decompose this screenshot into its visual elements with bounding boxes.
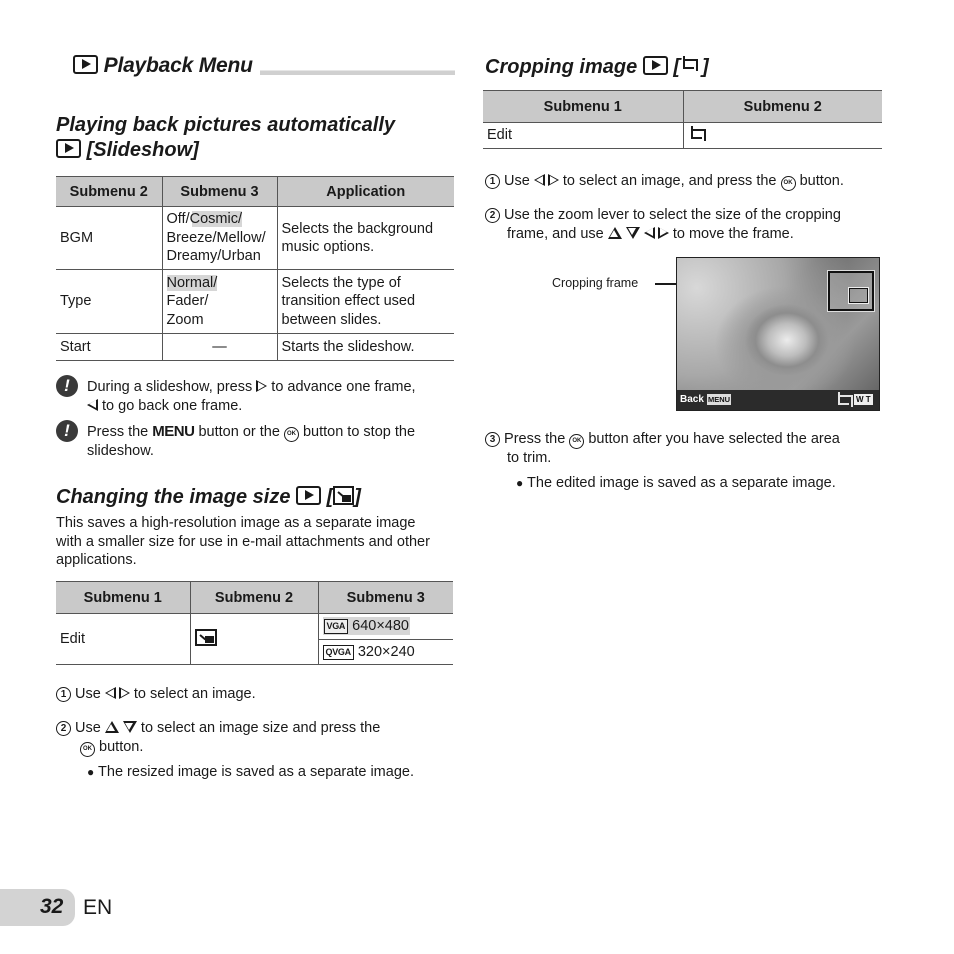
bullet-icon: ● [516, 476, 524, 490]
table-header: Application [277, 177, 454, 207]
cell-submenu2 [190, 614, 318, 665]
resize-heading [56, 485, 361, 510]
crop-icon [688, 126, 706, 141]
resize-icon [195, 629, 217, 646]
up-arrow-icon [608, 227, 622, 239]
cell-application [277, 207, 454, 270]
intro-line: with a smaller size for use in e-mail attachments and other [56, 533, 430, 550]
cell-submenu3: — [162, 334, 277, 361]
crop-area [849, 288, 868, 303]
intro-line: This saves a high-resolution image as a separate image [56, 515, 416, 531]
resize-icon [333, 486, 354, 505]
cell-qvga [318, 640, 453, 665]
bracket-open: [ [673, 56, 681, 78]
screen-crop-icon [835, 392, 853, 407]
caution-icon: ! [56, 375, 78, 397]
step-number: 1 [56, 687, 71, 702]
ok-button-icon: OK [781, 176, 796, 191]
screen-back-label: Back [680, 394, 704, 405]
note-text: Press the [87, 424, 149, 440]
cell-submenu1: Edit [56, 614, 190, 665]
table-header: Submenu 2 [56, 177, 162, 207]
intro-line: applications. [56, 552, 137, 568]
screen-zoom-wt-icon: W T [856, 395, 871, 404]
cell-application [277, 270, 454, 334]
cropping-title: Cropping image [485, 56, 638, 78]
note-slideshow-navigation [87, 378, 457, 415]
step-text: frame, and use [507, 225, 604, 242]
slideshow-title-line2-wrap [56, 138, 456, 163]
cell-line: Fader/ [166, 293, 209, 310]
crop-step-1 [485, 172, 844, 191]
bracket-open: [ [326, 486, 334, 508]
page-number: 32 [40, 895, 64, 918]
type-option-normal: Normal/ [166, 274, 218, 291]
ok-button-icon: OK [569, 434, 584, 449]
bullet-icon: ● [87, 765, 95, 779]
step-text: button after you have selected the area [588, 431, 840, 447]
playback-icon [296, 486, 321, 505]
left-arrow-icon [87, 399, 98, 411]
menu-button-label: MENU [152, 423, 195, 440]
step-continuation: to trim. [507, 450, 552, 466]
right-arrow-icon [658, 227, 669, 239]
cell-line [167, 210, 273, 229]
note-text: slideshow. [87, 443, 154, 459]
resize-bullet [87, 763, 414, 782]
cell-line [167, 274, 273, 293]
resize-table [56, 581, 453, 665]
cell-vga [318, 614, 453, 640]
qvga-icon: QVGA [323, 645, 354, 660]
cell-line: Selects the background [281, 220, 434, 237]
bracket-close: ] [702, 56, 709, 78]
step-text: to move the frame. [672, 225, 794, 242]
step-text: Use [75, 686, 101, 702]
step-text: Use the zoom lever to select the size of the cropping [504, 207, 841, 223]
cell-submenu2: BGM [56, 207, 162, 270]
table-row [56, 270, 454, 334]
table-row [483, 123, 882, 149]
table-header: Submenu 2 [683, 91, 882, 123]
note-text: button to stop the [302, 424, 416, 440]
step-continuation [485, 225, 885, 244]
down-arrow-icon [123, 721, 137, 733]
cell-line: music options. [281, 239, 375, 255]
vga-icon: VGA [324, 619, 349, 634]
right-arrow-icon [119, 687, 130, 699]
step-number: 1 [485, 174, 500, 189]
table-row [56, 207, 454, 270]
note-text: to go back one frame. [102, 397, 243, 414]
step-text: to select an image. [133, 686, 256, 702]
note-text: button or the [198, 424, 280, 440]
bracket-close: ] [354, 486, 361, 508]
ok-button-icon: OK [80, 742, 95, 757]
cell-submenu3 [162, 270, 277, 334]
screen-status-bar [677, 390, 879, 410]
crop-step-2 [485, 206, 885, 243]
cropping-heading [485, 55, 709, 80]
playback-icon [643, 56, 668, 75]
down-arrow-icon [626, 227, 640, 239]
step-text: button. [799, 173, 844, 189]
size-value: 640×480 [352, 618, 409, 635]
camera-screen-preview [676, 257, 880, 411]
crop-icon [680, 56, 702, 74]
cell-submenu3 [162, 207, 277, 270]
playback-icon [56, 139, 81, 158]
resize-intro [56, 514, 456, 570]
step-text: Use [504, 173, 530, 189]
cell-line: Dreamy/Urban [166, 248, 261, 265]
resize-step-1 [56, 685, 256, 704]
cell-application: Starts the slideshow. [277, 334, 454, 361]
vga-option [323, 617, 411, 635]
table-header: Submenu 1 [56, 582, 190, 614]
slideshow-table [56, 176, 454, 361]
step-text: to select an image, and press the [562, 173, 777, 189]
table-header: Submenu 3 [162, 177, 277, 207]
step-continuation [56, 738, 456, 757]
cell-line: Zoom [166, 311, 204, 328]
step-text: to select an image size and press the [140, 720, 381, 736]
resize-step-2 [56, 719, 456, 757]
playback-menu-heading [73, 54, 253, 78]
crop-step-3 [485, 430, 885, 468]
ok-button-icon: OK [284, 427, 299, 442]
step-text: button. [99, 738, 144, 755]
title-rule [260, 70, 455, 75]
cell-submenu2 [683, 123, 882, 149]
cell-line: between slides. [281, 311, 382, 328]
right-arrow-icon [256, 380, 267, 392]
step-number: 2 [485, 208, 500, 223]
note-text: to advance one frame, [271, 379, 416, 395]
right-arrow-icon [548, 174, 559, 186]
bullet-text: The edited image is saved as a separate image. [527, 475, 836, 491]
note-text: During a slideshow, press [87, 379, 253, 395]
table-header: Submenu 3 [318, 582, 453, 614]
cell-line: Selects the type of [281, 274, 401, 291]
left-arrow-icon [105, 687, 116, 699]
cropping-frame [828, 271, 874, 311]
cropping-table [483, 90, 882, 149]
step-text: Press the [504, 431, 566, 447]
bullet-text: The resized image is saved as a separate image. [98, 764, 414, 780]
cell-line: transition effect used [281, 293, 416, 310]
crop-bullet [516, 474, 836, 493]
table-header: Submenu 1 [483, 91, 683, 123]
playback-menu-title: Playback Menu [103, 54, 253, 77]
cell-submenu1: Edit [483, 123, 683, 149]
table-row [56, 334, 454, 361]
cropping-frame-label: Cropping frame [552, 276, 639, 290]
slideshow-title-line2: [Slideshow] [86, 139, 199, 161]
slideshow-title-line1: Playing back pictures automatically [56, 114, 396, 136]
page-number-tab [0, 889, 75, 926]
step-number: 3 [485, 432, 500, 447]
cell-submenu2: Type [56, 270, 162, 334]
bgm-option-off-cosmic: Off/Cosmic/ [166, 211, 242, 228]
caution-icon: ! [56, 420, 78, 442]
table-header: Submenu 2 [190, 582, 318, 614]
left-arrow-icon [644, 227, 655, 239]
table-row [56, 614, 453, 640]
step-number: 2 [56, 721, 71, 736]
up-arrow-icon [105, 721, 119, 733]
slideshow-heading [56, 113, 456, 163]
cell-line: Breeze/Mellow/ [166, 229, 266, 246]
left-arrow-icon [534, 174, 545, 186]
page-language: EN [83, 896, 113, 919]
step-text: Use [75, 720, 101, 736]
resize-title: Changing the image size [56, 486, 291, 508]
note-stop-slideshow [87, 423, 457, 461]
screen-menu-icon: MENU [708, 395, 731, 404]
cell-submenu2: Start [56, 334, 162, 361]
playback-icon [73, 55, 98, 74]
size-value: 320×240 [357, 643, 415, 660]
